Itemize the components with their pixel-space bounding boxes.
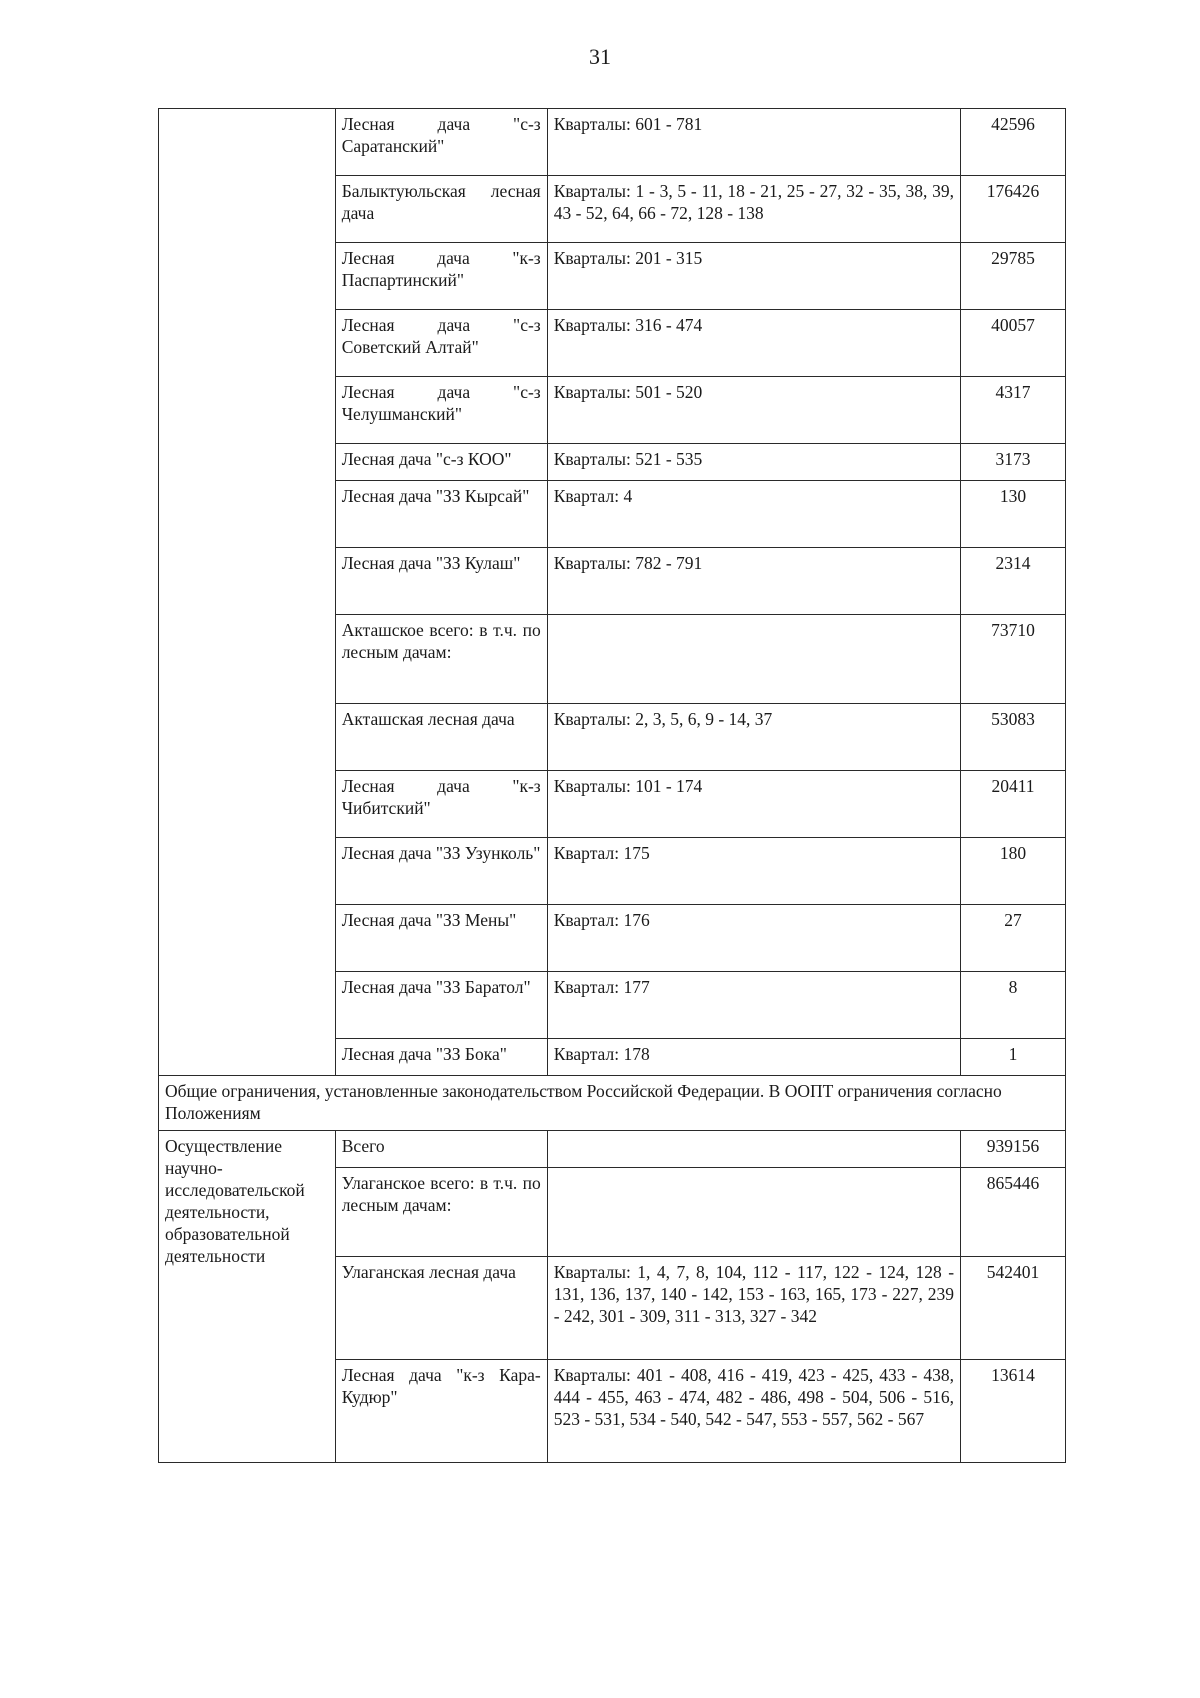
quarters-cell: Кварталы: 101 - 174 [547, 771, 960, 838]
forest-name-cell: Акташская лесная дача [335, 704, 547, 771]
forest-name-cell: Лесная дача "с-з Саратанский" [335, 109, 547, 176]
forest-name-cell: Лесная дача "с-з Советский Алтай" [335, 310, 547, 377]
forest-name-cell: Лесная дача "с-з Челушманский" [335, 377, 547, 444]
page-number: 31 [589, 44, 611, 69]
area-cell: 42596 [961, 109, 1066, 176]
forest-district-table [158, 108, 1066, 1463]
area-cell: 939156 [961, 1131, 1066, 1168]
forest-name-cell: Лесная дача "ЗЗ Узунколь" [335, 838, 547, 905]
forest-name-cell: Лесная дача "ЗЗ Кырсай" [335, 481, 547, 548]
forest-name-cell: Улаганское всего: в т.ч. по лесным дачам: [335, 1168, 547, 1257]
quarters-cell: Кварталы: 1, 4, 7, 8, 104, 112 - 117, 122 - 124, 128 - 131, 136, 137, 140 - 142, 153 - 163, 165, 173 - 227, 239 - 242, 301 - 309, 311 - 313, 327 - 342 [547, 1257, 960, 1360]
area-cell: 176426 [961, 176, 1066, 243]
quarters-cell: Квартал: 178 [547, 1039, 960, 1076]
area-cell: 1 [961, 1039, 1066, 1076]
quarters-cell: Квартал: 177 [547, 972, 960, 1039]
area-cell: 40057 [961, 310, 1066, 377]
quarters-cell: Квартал: 175 [547, 838, 960, 905]
quarters-cell: Кварталы: 1 - 3, 5 - 11, 18 - 21, 25 - 27, 32 - 35, 38, 39, 43 - 52, 64, 66 - 72, 128 - 138 [547, 176, 960, 243]
restrictions-text: Общие ограничения, установленные законодательством Российской Федерации. В ООПТ ограничения согласно Положениям [159, 1076, 1066, 1131]
area-cell: 20411 [961, 771, 1066, 838]
forest-name-cell: Лесная дача "к-з Паспартинский" [335, 243, 547, 310]
forest-name-cell: Акташское всего: в т.ч. по лесным дачам: [335, 615, 547, 704]
area-cell: 8 [961, 972, 1066, 1039]
quarters-cell [547, 1131, 960, 1168]
forest-name-cell: Лесная дача "к-з Кара-Кудюр" [335, 1360, 547, 1463]
quarters-cell: Кварталы: 316 - 474 [547, 310, 960, 377]
quarters-cell: Кварталы: 201 - 315 [547, 243, 960, 310]
area-cell: 13614 [961, 1360, 1066, 1463]
table-row [159, 109, 1066, 176]
forest-name-cell: Улаганская лесная дача [335, 1257, 547, 1360]
forest-name-cell: Лесная дача "с-з КОО" [335, 444, 547, 481]
area-cell: 3173 [961, 444, 1066, 481]
forest-name-cell: Лесная дача "ЗЗ Баратол" [335, 972, 547, 1039]
area-cell: 4317 [961, 377, 1066, 444]
area-cell: 542401 [961, 1257, 1066, 1360]
area-cell: 27 [961, 905, 1066, 972]
activity-cell: Осуществление научно-исследовательской деятельности, образовательной деятельности [159, 1131, 336, 1463]
forest-name-cell: Лесная дача "ЗЗ Мены" [335, 905, 547, 972]
area-cell: 130 [961, 481, 1066, 548]
quarters-cell: Кварталы: 782 - 791 [547, 548, 960, 615]
area-cell: 53083 [961, 704, 1066, 771]
area-cell: 180 [961, 838, 1066, 905]
activity-cell-empty [159, 109, 336, 1076]
quarters-cell [547, 1168, 960, 1257]
area-cell: 73710 [961, 615, 1066, 704]
forest-name-cell: Лесная дача "ЗЗ Кулаш" [335, 548, 547, 615]
area-cell: 2314 [961, 548, 1066, 615]
restrictions-row [159, 1076, 1066, 1131]
quarters-cell: Кварталы: 601 - 781 [547, 109, 960, 176]
quarters-cell: Кварталы: 501 - 520 [547, 377, 960, 444]
quarters-cell: Квартал: 4 [547, 481, 960, 548]
area-cell: 29785 [961, 243, 1066, 310]
quarters-cell [547, 615, 960, 704]
quarters-cell: Кварталы: 521 - 535 [547, 444, 960, 481]
area-cell: 865446 [961, 1168, 1066, 1257]
quarters-cell: Квартал: 176 [547, 905, 960, 972]
forest-name-cell: Всего [335, 1131, 547, 1168]
forest-name-cell: Лесная дача "ЗЗ Бока" [335, 1039, 547, 1076]
table-row-total [159, 1131, 1066, 1168]
forest-name-cell: Балыктуюльская лесная дача [335, 176, 547, 243]
quarters-cell: Кварталы: 401 - 408, 416 - 419, 423 - 425, 433 - 438, 444 - 455, 463 - 474, 482 - 486, 498 - 504, 506 - 516, 523 - 531, 534 - 540, 542 - 547, 553 - 557, 562 - 567 [547, 1360, 960, 1463]
quarters-cell: Кварталы: 2, 3, 5, 6, 9 - 14, 37 [547, 704, 960, 771]
forest-name-cell: Лесная дача "к-з Чибитский" [335, 771, 547, 838]
